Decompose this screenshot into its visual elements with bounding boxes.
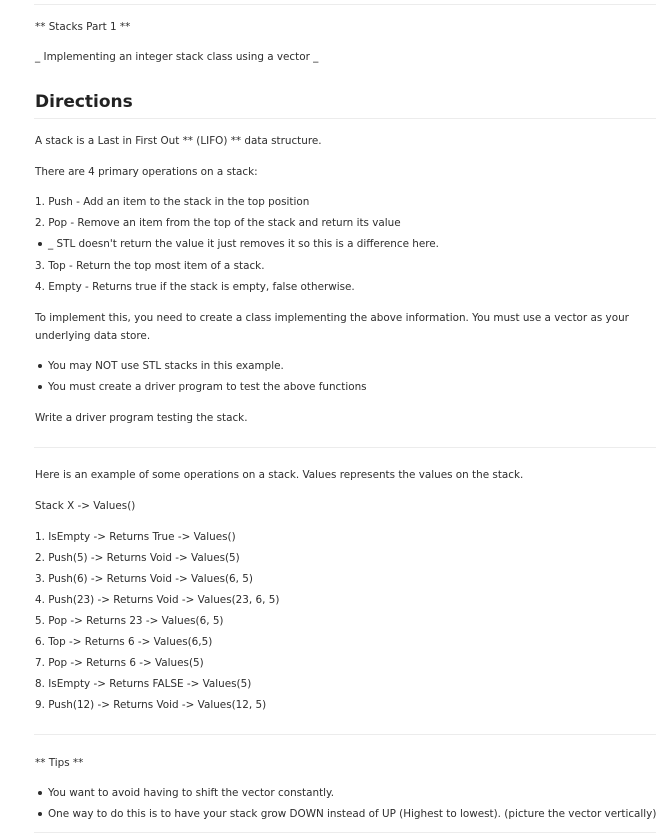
bullet-dot: [38, 364, 42, 368]
tip-grow-down: One way to do this is to have your stack grow DOWN instead of UP (Highest to lowest). (picture the vector vertically): [48, 808, 657, 820]
example-divider: [34, 447, 656, 448]
top-divider: [34, 4, 656, 5]
bullet-dot: [38, 812, 42, 816]
example-step: 5. Pop -> Returns 23 -> Values(6, 5): [35, 615, 224, 627]
example-step: 1. IsEmpty -> Returns True -> Values(): [35, 531, 236, 543]
implement-text-1: To implement this, you need to create a class implementing the above information. You must use a vector as your: [35, 312, 629, 324]
bullet-dot: [38, 242, 42, 246]
driver-text: Write a driver program testing the stack.: [35, 412, 248, 424]
op-pop-note: _ STL doesn't return the value it just removes it so this is a difference here.: [48, 238, 439, 250]
bottom-divider: [34, 832, 656, 833]
subtitle: _ Implementing an integer stack class using a vector _: [35, 51, 319, 63]
directions-divider: [34, 118, 656, 119]
example-step: 8. IsEmpty -> Returns FALSE -> Values(5): [35, 678, 252, 690]
title-stars: ** Stacks Part 1 **: [35, 21, 131, 33]
implement-text-2: underlying data store.: [35, 330, 151, 342]
bullet-driver: You must create a driver program to test the above functions: [48, 381, 367, 393]
example-step: 3. Push(6) -> Returns Void -> Values(6, 5): [35, 573, 253, 585]
op-pop: 2. Pop - Remove an item from the top of the stack and return its value: [35, 217, 401, 229]
example-step: 4. Push(23) -> Returns Void -> Values(23, 6, 5): [35, 594, 280, 606]
example-step: 7. Pop -> Returns 6 -> Values(5): [35, 657, 204, 669]
stack-line: Stack X -> Values(): [35, 500, 136, 512]
example-step: 6. Top -> Returns 6 -> Values(6,5): [35, 636, 213, 648]
example-intro: Here is an example of some operations on a stack. Values represents the values on the stack.: [35, 469, 524, 481]
ops-intro-text: There are 4 primary operations on a stack:: [35, 166, 258, 178]
example-step: 9. Push(12) -> Returns Void -> Values(12, 5): [35, 699, 267, 711]
bullet-no-stl: You may NOT use STL stacks in this example.: [48, 360, 284, 372]
intro-text: A stack is a Last in First Out ** (LIFO) ** data structure.: [35, 135, 322, 147]
op-empty: 4. Empty - Returns true if the stack is empty, false otherwise.: [35, 281, 355, 293]
tips-divider: [34, 734, 656, 735]
tip-avoid-shift: You want to avoid having to shift the vector constantly.: [48, 787, 335, 799]
bullet-dot: [38, 385, 42, 389]
op-push: 1. Push - Add an item to the stack in the top position: [35, 196, 310, 208]
op-top: 3. Top - Return the top most item of a stack.: [35, 260, 265, 272]
directions-heading: Directions: [35, 92, 133, 112]
tips-heading: ** Tips **: [35, 757, 84, 769]
bullet-dot: [38, 791, 42, 795]
example-step: 2. Push(5) -> Returns Void -> Values(5): [35, 552, 240, 564]
